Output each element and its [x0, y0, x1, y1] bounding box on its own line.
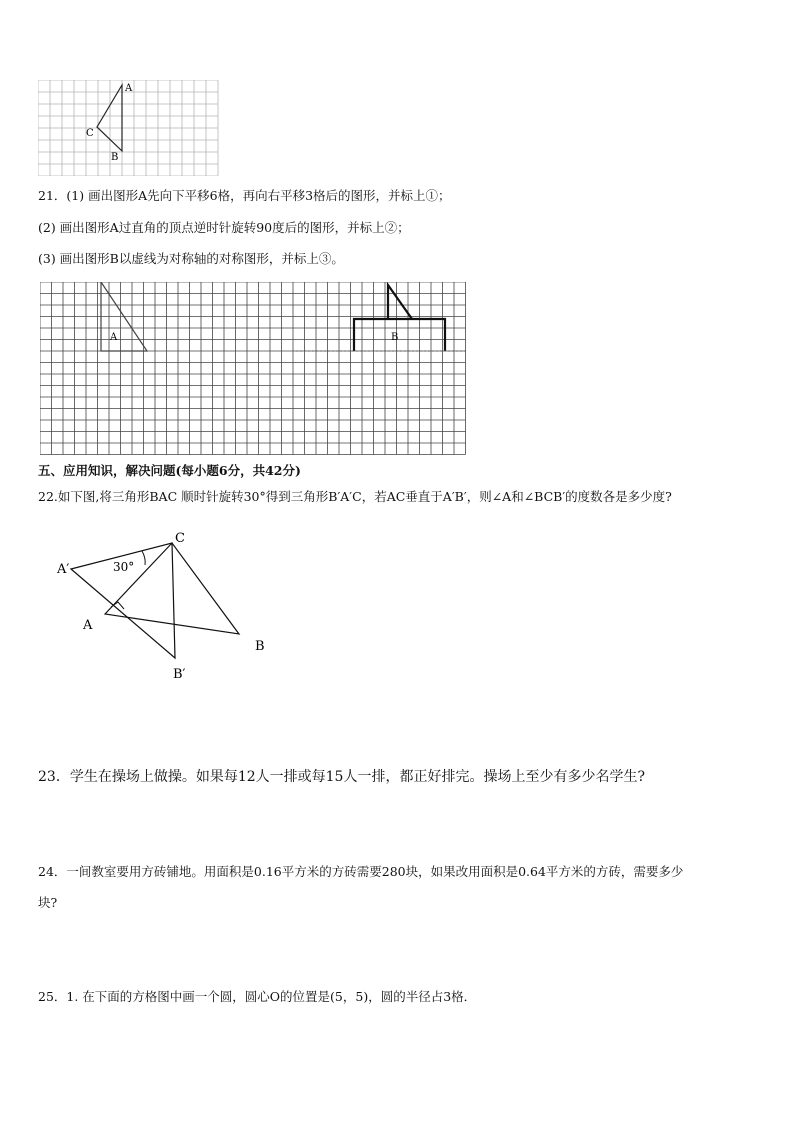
label-a: A: [83, 618, 93, 633]
q22-text: 22.如下图,将三角形BAC 顺时针旋转30°得到三角形B′A′C，若AC垂直于A′B′，则∠A和∠BCB′的度数各是多少度?: [38, 489, 672, 504]
triangle-abc: [97, 85, 122, 151]
right-angle-marker: [111, 602, 124, 609]
shape-b-label: B: [391, 332, 399, 343]
label-b-prime: B′: [173, 667, 186, 682]
top-grid: [38, 80, 218, 176]
label-c: C: [175, 531, 185, 546]
shape-a-label: A: [110, 332, 118, 343]
q21-line3: (3) 画出图形B以虚线为对称轴的对称图形，并标上③。: [38, 251, 344, 266]
q22-triangle-figure: [50, 525, 280, 690]
q24-line1: 24．一间教室要用方砖铺地。用面积是0.16平方米的方砖需要280块，如果改用面积是0.64平方米的方砖，需要多少: [38, 864, 684, 879]
label-c: C: [86, 128, 94, 139]
label-b: B: [111, 152, 119, 163]
section5-heading: 五、应用知识，解决问题(每小题6分，共42分): [38, 463, 301, 478]
q25-text: 25．1. 在下面的方格图中画一个圆，圆心O的位置是(5，5)，圆的半径占3格．: [38, 989, 477, 1004]
q21-line1: 21．(1) 画出图形A先向下平移6格，再向右平移3格后的图形，并标上①；: [38, 188, 451, 203]
label-a-prime: A′: [57, 562, 70, 577]
q24-line2: 块?: [38, 895, 58, 910]
label-a: A: [125, 83, 133, 94]
q21-grid: [40, 282, 466, 455]
q21-grid-figure: [40, 282, 466, 456]
angle-arc: [142, 551, 145, 565]
q21-line2: (2) 画出图形A过直角的顶点逆时针旋转90度后的图形，并标上②；: [38, 220, 410, 235]
label-b: B: [255, 639, 265, 654]
top-grid-figure: [38, 80, 220, 176]
label-angle-30: 30°: [113, 560, 135, 574]
q23-text: 23．学生在操场上做操。如果每12人一排或每15人一排，都正好排完。操场上至少有多少名学生?: [38, 769, 645, 785]
